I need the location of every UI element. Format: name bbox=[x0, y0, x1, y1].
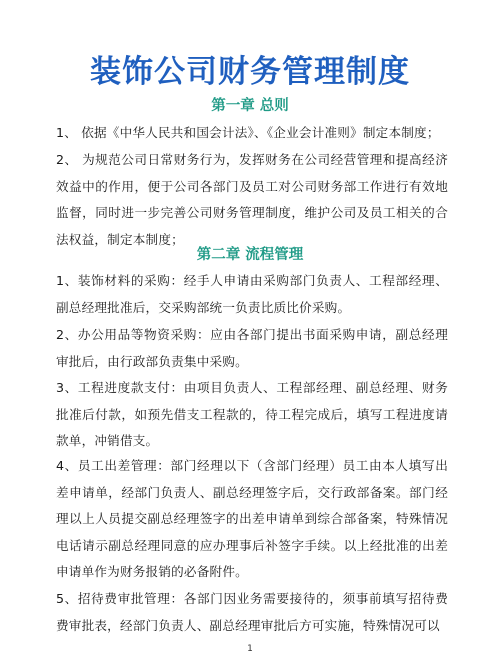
paragraph: 3、工程进度款支付：由项目负责人、工程部经理、副总经理、财务批准后付款，如预先借支工程款的，待工程完成后，填写工程进度请款单，冲销借支。 bbox=[56, 380, 448, 448]
chapter-heading: 第二章 流程管理 bbox=[196, 247, 304, 263]
paragraph: 2、 为规范公司日常财务行为，发挥财务在公司经营管理和提高经济效益中的作用，便于公司各部门及员工对公司财务部工作进行有效地监督，同时进一步完善公司财务管理制度，维护公司及员工相关的合法权益，制定本制度； bbox=[56, 152, 448, 247]
document-title: 装饰公司财务管理制度 bbox=[90, 54, 410, 90]
paragraph: 1、装饰材料的采购：经手人申请由采购部门负责人、工程部经理、副总经理批准后，交采购部统一负责比质比价采购。 bbox=[56, 273, 448, 315]
paragraph: 4、员工出差管理：部门经理以下（含部门经理）员工由本人填写出差申请单，经部门负责人、副总经理签字后，交行政部备案。部门经理以上人员提交副总经理签字的出差申请单到综合部备案，特殊情况电话请示副总经理同意的应办理事后补签字手续。以上经批准的出差申请单作为财务报销的必备附件。 bbox=[56, 458, 448, 579]
paragraph: 1、 依据《中华人民共和国会计法》、《企业会计准则》制定本制度； bbox=[56, 125, 440, 140]
paragraph: 2、办公用品等物资采购：应由各部门提出书面采购申请，副总经理审批后，由行政部负责集中采购。 bbox=[56, 327, 448, 369]
page-number: 1 bbox=[247, 644, 253, 654]
chapter-heading: 第一章 总则 bbox=[211, 98, 289, 114]
paragraph: 5、招待费审批管理：各部门因业务需要接待的，须事前填写招待费费审批表，经部门负责人、副总经理审批后方可实施，特殊情况可以 bbox=[56, 591, 448, 633]
